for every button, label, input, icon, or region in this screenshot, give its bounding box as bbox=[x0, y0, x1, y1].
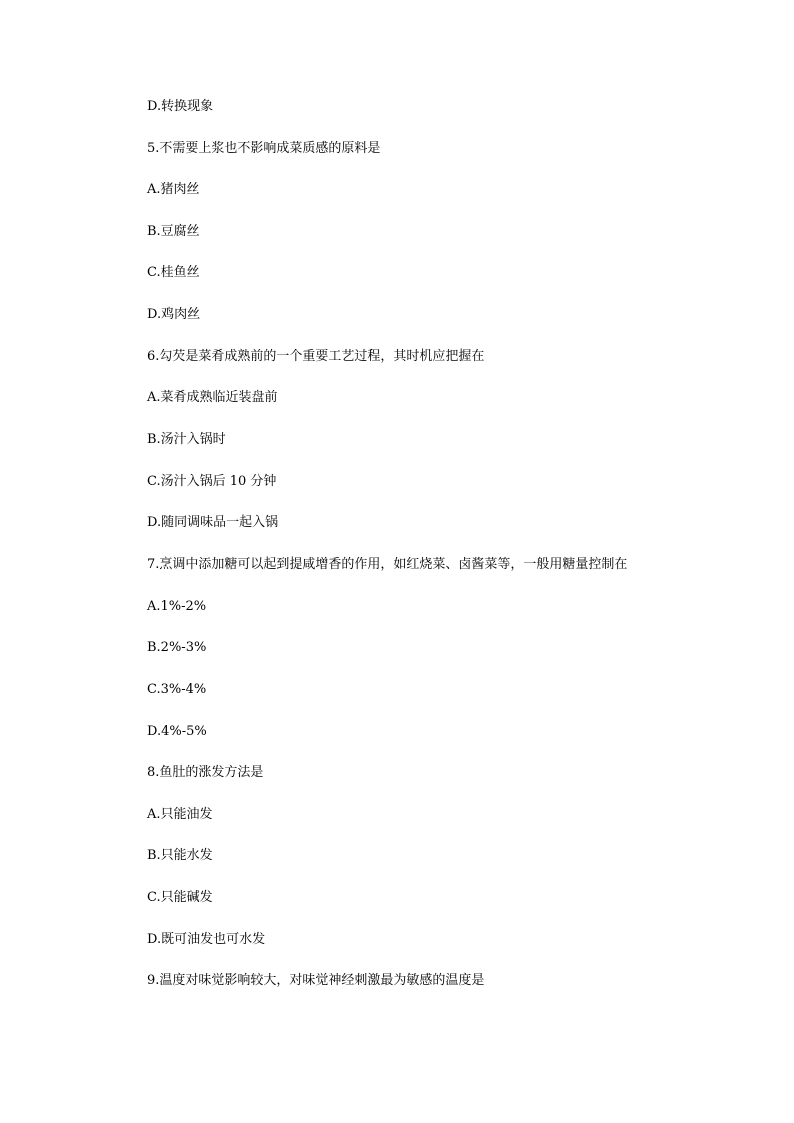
option-line: D.既可油发也可水发 bbox=[147, 932, 266, 947]
option-line: A.1%-2% bbox=[147, 599, 207, 614]
option-line: C.只能碱发 bbox=[147, 890, 213, 905]
option-line: D.鸡肉丝 bbox=[147, 307, 201, 322]
option-line: A.猪肉丝 bbox=[147, 182, 200, 197]
option-line: D.转换现象 bbox=[147, 99, 214, 114]
option-line: B.汤汁入锅时 bbox=[147, 432, 226, 447]
option-line: B.豆腐丝 bbox=[147, 224, 200, 239]
question-line: 8.鱼肚的涨发方法是 bbox=[147, 765, 264, 780]
option-line: B.只能水发 bbox=[147, 848, 213, 863]
option-line: B.2%-3% bbox=[147, 640, 207, 655]
question-line: 7.烹调中添加糖可以起到提咸增香的作用，如红烧菜、卤酱菜等，一般用糖量控制在 bbox=[147, 557, 628, 572]
option-line: A.菜肴成熟临近装盘前 bbox=[147, 390, 278, 405]
option-line: C.桂鱼丝 bbox=[147, 265, 200, 280]
option-line: C.3%-4% bbox=[147, 682, 207, 697]
question-line: 6.勾芡是菜肴成熟前的一个重要工艺过程，其时机应把握在 bbox=[147, 349, 485, 364]
option-line: D.4%-5% bbox=[147, 724, 207, 739]
question-line: 9.温度对味觉影响较大，对味觉神经刺激最为敏感的温度是 bbox=[147, 973, 485, 988]
question-line: 5.不需要上浆也不影响成菜质感的原料是 bbox=[147, 141, 381, 156]
option-line: A.只能油发 bbox=[147, 807, 213, 822]
option-line: D.随同调味品一起入锅 bbox=[147, 515, 279, 530]
option-line: C.汤汁入锅后 10 分钟 bbox=[147, 474, 277, 489]
